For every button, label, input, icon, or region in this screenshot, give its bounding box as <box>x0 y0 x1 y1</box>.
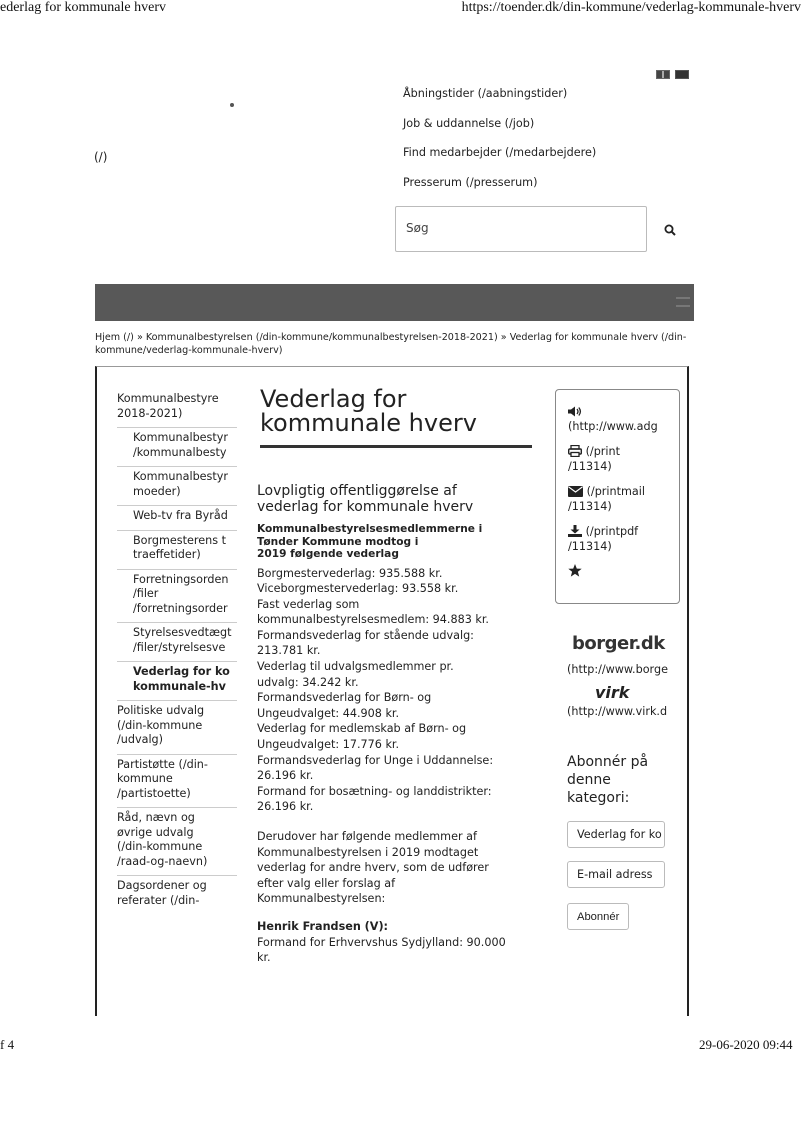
sidebar <box>117 389 237 914</box>
printer-icon <box>568 445 582 457</box>
fee-line: 26.196 kr. <box>257 800 314 814</box>
subscribe-category-field[interactable]: Vederlag for ko <box>567 821 665 848</box>
sidebar-item-label: Borgmesterens t <box>133 533 227 547</box>
sidebar-item-label: /filer <box>133 587 159 600</box>
menu-icon[interactable] <box>676 297 690 307</box>
sidebar-item-label: (/din-kommune <box>117 718 203 732</box>
paragraph-line: Kommunalbestyrelsen i 2019 modtaget <box>257 845 479 859</box>
fee-line: Vederlag for medlemskab af Børn- og <box>257 722 467 736</box>
fee-list <box>257 566 542 816</box>
top-link-press[interactable]: Presserum (/presserum) <box>403 175 538 189</box>
sidebar-item-label: moeder) <box>133 484 181 498</box>
sidebar-item-label: /kommunalbesty <box>133 445 227 459</box>
lead-heading <box>257 523 542 561</box>
subtitle-line: vederlag for kommunale hverv <box>257 499 474 515</box>
lead-line: 2019 følgende vederlag <box>257 548 399 560</box>
sidebar-item-label: Forretningsorden <box>133 572 229 586</box>
sidebar-item-kommunalbestyrelsen-sub[interactable] <box>117 428 237 467</box>
sidebar-item-label: Dagsordener og <box>117 879 207 892</box>
printmail-link-label: (/printmail <box>586 485 645 498</box>
page-title-line: kommunale hverv <box>260 409 477 437</box>
content-frame <box>95 366 689 1016</box>
person-name: Henrik Frandsen (V): <box>257 919 389 933</box>
top-link-opening-hours[interactable]: Åbningstider (/aabningstider) <box>403 87 568 100</box>
sidebar-item-label: Politiske udvalg <box>117 704 205 717</box>
lead-line: Kommunalbestyrelsesmedlemmerne i <box>257 523 483 535</box>
sidebar-item-label: traeffetider) <box>133 548 201 561</box>
search-input[interactable]: Søg <box>406 221 429 235</box>
star-icon <box>568 564 582 577</box>
sidebar-item-label: (/din-kommune <box>117 840 203 853</box>
speaker-icon <box>568 406 582 417</box>
search-icon[interactable] <box>664 224 676 236</box>
fee-line: Formandsvederlag for stående udvalg: <box>257 628 474 642</box>
sidebar-item-label: /partistoette) <box>117 786 191 800</box>
subscribe-heading-line: denne <box>567 772 611 788</box>
main-content <box>257 483 542 966</box>
sidebar-item-label: Vederlag for ko <box>133 665 230 678</box>
printpdf-link-label: (/printpdf <box>585 525 639 538</box>
sidebar-item-label: /udvalg) <box>117 733 164 746</box>
fee-line: Formand for bosætning- og landdistrikter: <box>257 784 492 798</box>
fee-line: 213.781 kr. <box>257 644 321 658</box>
sidebar-item-label: Web-tv fra Byråd <box>133 509 228 522</box>
other-duties-paragraph <box>257 829 542 907</box>
subscribe-heading-line: Abonnér på <box>567 754 649 770</box>
sidebar-item-label: Råd, nævn og <box>117 811 195 824</box>
sidebar-item-label: referater (/din- <box>117 893 200 907</box>
fee-line: Ungeudvalget: 17.776 kr. <box>257 738 400 752</box>
person-duties <box>257 935 542 966</box>
download-icon <box>568 525 582 537</box>
sidebar-item-label: Kommunalbestyr <box>133 470 228 483</box>
sidebar-item-web-tv[interactable] <box>117 506 237 531</box>
favorite-link[interactable] <box>568 564 667 579</box>
person-duty-line: kr. <box>257 951 271 965</box>
sidebar-item-label: /forretningsorder <box>133 601 228 615</box>
sidebar-item-forretningsorden[interactable] <box>117 570 237 624</box>
printpdf-link-label: /11314) <box>568 540 612 553</box>
fee-line: Ungeudvalget: 44.908 kr. <box>257 706 400 720</box>
print-footer-page: f 4 <box>0 1037 15 1052</box>
sidebar-item-dagsordener[interactable] <box>117 876 237 914</box>
logo-dot-icon <box>230 103 234 107</box>
print-footer-date: 29-06-2020 09:44 <box>699 1037 793 1052</box>
home-logo-link[interactable]: (/) <box>94 150 108 164</box>
top-link-find-employee[interactable]: Find medarbejder (/medarbejdere) <box>403 146 597 159</box>
paragraph-line: Kommunalbestyrelsen: <box>257 892 386 906</box>
sidebar-item-moeder[interactable] <box>117 467 237 506</box>
fee-line: Borgmestervederlag: 935.588 kr. <box>257 566 443 580</box>
sidebar-item-label: kommune <box>117 772 173 785</box>
language-switcher[interactable] <box>656 70 689 79</box>
print-header-url: https://toender.dk/din-kommune/vederlag-kommunale-hverv <box>461 0 801 15</box>
sidebar-item-kommunalbestyrelsen[interactable] <box>117 389 237 428</box>
envelope-icon <box>568 486 583 497</box>
breadcrumb[interactable]: Hjem (/) » Kommunalbestyrelsen (/din-kommune/kommunalbestyrelsen-2018-2021) » Vederlag for kommunale hverv (/din-kommune/vederlag-kommunale-hverv) <box>95 332 687 356</box>
fee-line: Vederlag til udvalgsmedlemmer pr. <box>257 660 454 674</box>
fee-line: Fast vederlag som <box>257 597 360 611</box>
subscribe-email-input[interactable]: E-mail adress <box>567 861 665 888</box>
top-link-jobs[interactable]: Job & uddannelse (/job) <box>403 116 535 130</box>
borger-dk-logo[interactable]: borger.dk <box>572 633 665 654</box>
printmail-link[interactable] <box>568 484 667 514</box>
subscribe-heading-line: kategori: <box>567 790 630 806</box>
lead-line: Tønder Kommune modtog i <box>257 535 419 548</box>
fee-line: kommunalbestyrelsesmedlem: 94.883 kr. <box>257 613 489 627</box>
top-links <box>403 87 596 205</box>
paragraph-line: vederlag for andre hverv, som de udfører <box>257 861 489 875</box>
virk-link[interactable]: (http://www.virk.d <box>567 705 668 718</box>
subscribe-button[interactable]: Abonnér <box>567 903 629 930</box>
sidebar-item-label: Kommunalbestyr <box>133 431 228 444</box>
danish-flag-icon[interactable] <box>675 70 689 79</box>
person-duty-line: Formand for Erhvervshus Sydjylland: 90.000 <box>257 935 506 949</box>
borger-dk-link[interactable]: (http://www.borge <box>567 663 668 676</box>
sidebar-item-label: øvrige udvalg <box>117 825 194 839</box>
page-title-line: Vederlag for <box>260 385 407 413</box>
listen-link-label: (http://www.adg <box>568 420 658 433</box>
sidebar-item-label: kommunale-hv <box>133 679 226 693</box>
sidebar-item-borgmester[interactable] <box>117 531 237 570</box>
paragraph-line: efter valg eller forslag af <box>257 876 396 890</box>
printpdf-link[interactable] <box>568 524 667 554</box>
paragraph-line: Derudover har følgende medlemmer af <box>257 830 477 843</box>
search-field[interactable] <box>395 206 647 252</box>
sidebar-item-politiske-udvalg[interactable] <box>117 701 237 755</box>
sidebar-item-label: /filer/styrelsesve <box>133 640 226 654</box>
fee-line: Formandsvederlag for Børn- og <box>257 691 432 705</box>
fee-line: Formandsvederlag for Unge i Uddannelse: <box>257 753 494 767</box>
print-link-label: /11314) <box>568 460 612 473</box>
section-subtitle <box>257 483 542 515</box>
subscribe-heading <box>567 753 667 807</box>
sidebar-item-raad-og-naevn[interactable] <box>117 808 237 876</box>
sidebar-item-label: Partistøtte (/din- <box>117 757 208 771</box>
print-link-label: (/print <box>585 445 620 458</box>
virk-logo[interactable]: virk <box>595 683 630 702</box>
print-header-title: ederlag for kommunale hverv <box>0 0 166 15</box>
sidebar-item-label: Styrelsesvedtægt <box>133 626 232 639</box>
page-title <box>260 387 477 435</box>
english-flag-icon[interactable] <box>656 70 670 79</box>
printmail-link-label: /11314) <box>568 500 612 513</box>
print-link[interactable] <box>568 444 667 474</box>
title-divider <box>260 445 532 448</box>
sidebar-item-vederlag[interactable] <box>117 662 237 701</box>
fee-line: Viceborgmestervederlag: 93.558 kr. <box>257 582 459 596</box>
fee-line: 26.196 kr. <box>257 769 314 783</box>
tools-box <box>555 389 680 604</box>
sidebar-item-label: Kommunalbestyre <box>117 392 219 405</box>
sidebar-item-partistoette[interactable] <box>117 755 237 809</box>
sidebar-item-label: 2018-2021) <box>117 406 183 420</box>
subtitle-line: Lovpligtig offentliggørelse af <box>257 483 457 499</box>
fee-line: udvalg: 34.242 kr. <box>257 675 359 689</box>
listen-link[interactable] <box>568 404 667 434</box>
sidebar-item-styrelsesvedtaegt[interactable] <box>117 623 237 662</box>
sidebar-item-label: /raad-og-naevn) <box>117 854 208 868</box>
main-navbar <box>95 284 694 321</box>
